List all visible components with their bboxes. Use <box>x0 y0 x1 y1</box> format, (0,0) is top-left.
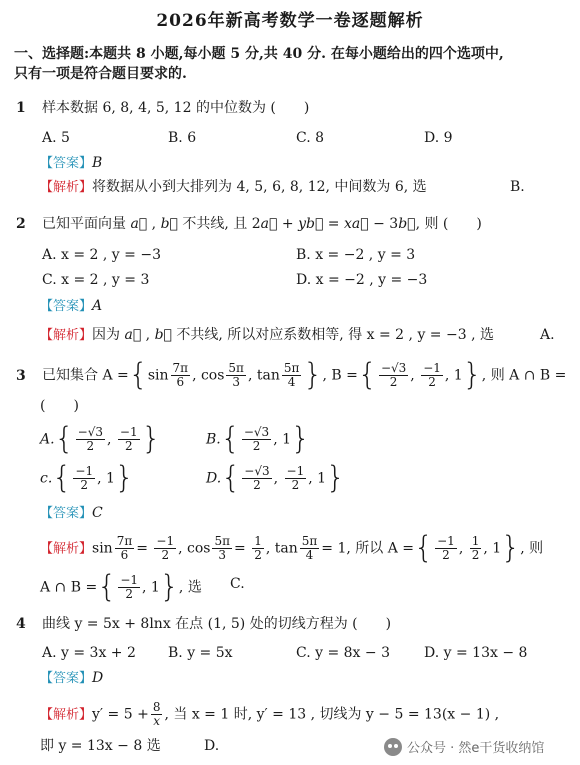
q1-answer <box>40 153 102 174</box>
q3-option-b: B.{ $\frac{-√3}{2}$ , 1} <box>206 421 311 457</box>
q1-analysis <box>40 177 427 198</box>
q2-option-c: C. x = 2 , y = 3 <box>42 272 150 288</box>
q2-answer-value: A <box>92 298 103 314</box>
q1-stem <box>16 98 309 118</box>
q2-vectors: a⃗ , b⃗ <box>130 216 178 232</box>
q2-stem-a: 已知平面向量 <box>42 216 131 232</box>
q3-answer-value: C <box>92 505 103 521</box>
q2-stem-b: 不共线, 且 <box>177 216 252 232</box>
q1-option-c: C. 8 <box>296 130 325 146</box>
q3-analysis-tail: , 所以 A = <box>346 540 415 557</box>
q3-analysis-choice: C. <box>230 576 245 592</box>
q4-stem-text: 曲线 y = 5x + 8lnx 在点 (1, 5) 处的切线方程为 ( ) <box>42 616 392 632</box>
q2-equation: 2a⃗ + yb⃗ = xa⃗ − 3b⃗ <box>251 216 416 232</box>
q4-option-d: D. y = 13x − 8 <box>424 645 528 661</box>
q3-analysis: 【解析】sin $\frac{7\pi}{6}$ = $\frac{-1}{2}$ , cos $\frac{5\pi}{3}$ = $\frac{1}{2}$ , tan $\frac{5\pi}{4}$ = 1, 所以 A ={ $\frac{-1}{2}$ , $\frac{1}{2}$ , 1}, 则 <box>40 530 544 566</box>
q4-answer <box>40 668 103 689</box>
q4-answer-value: D <box>92 670 104 686</box>
q4-answer-tag: 【答案】 <box>40 671 93 686</box>
q2-option-a: A. x = 2 , y = −3 <box>42 247 161 263</box>
q3-stem-paren: ( ) <box>40 398 79 414</box>
q4-stem <box>16 614 391 634</box>
q2-analysis-b: 不共线, 所以对应系数相等, 得 x = 2 , y = −3 , 选 <box>171 327 494 343</box>
q3-option-c: c.{ $\frac{-1}{2}$ , 1} <box>40 460 134 496</box>
q3-analysis-line2: A ∩ B ={ $\frac{-1}{2}$ , 1}, 选 <box>40 569 202 605</box>
q2-option-b: B. x = −2 , y = 3 <box>296 247 416 263</box>
q1-analysis-choice: B. <box>510 179 525 195</box>
q4-option-a: A. y = 3x + 2 <box>42 645 136 661</box>
q2-analysis <box>40 325 494 346</box>
watermark <box>384 737 544 756</box>
q2-number: 2 <box>16 216 26 232</box>
q3-stem-c: , 则 A ∩ B = <box>481 367 567 384</box>
q2-answer-tag: 【答案】 <box>40 299 93 314</box>
q3-stem: 3 已知集合 A ={sin $\frac{7\pi}{6}$ , cos $\frac{5\pi}{3}$ , tan $\frac{5\pi}{4}$ }, B ={ $\frac{-√3}{2}$ , $\frac{-1}{2}$ , 1}, 则 A ∩ B = <box>16 357 567 393</box>
q2-stem-c: , 则 ( ) <box>415 216 482 232</box>
q3-analysis-tag: 【解析】 <box>40 541 93 557</box>
q1-number: 1 <box>16 100 26 116</box>
q2-analysis-a: 因为 <box>92 327 125 343</box>
q1-analysis-text: 将数据从小到大排列为 4, 5, 6, 8, 12, 中间数为 6, 选 <box>92 179 427 195</box>
q4-analysis-a: y′ = 5 + <box>92 706 149 723</box>
q3-analysis-then: , 则 <box>520 540 544 557</box>
q3-stem-b: , B = <box>322 367 358 384</box>
section-intro-line2: 只有一项是符合题目要求的. <box>14 66 187 82</box>
q1-option-a: A. 5 <box>42 130 70 146</box>
watermark-text: 公众号 · 然e干货收纳馆 <box>407 741 545 756</box>
q3-stem-a: 已知集合 A = <box>42 367 129 384</box>
q2-analysis-tag: 【解析】 <box>40 328 93 343</box>
q2-analysis-choice: A. <box>540 327 555 343</box>
q4-option-c: C. y = 8x − 3 <box>296 645 390 661</box>
q2-option-d: D. x = −2 , y = −3 <box>296 272 428 288</box>
q4-number: 4 <box>16 616 26 632</box>
q2-stem <box>16 214 482 234</box>
wechat-icon <box>384 738 402 756</box>
q4-analysis-line2: 即 y = 13x − 8 选 <box>40 738 161 754</box>
q3-answer <box>40 503 103 524</box>
q4-option-b: B. y = 5x <box>168 645 233 661</box>
q1-option-b: B. 6 <box>168 130 197 146</box>
q2-answer <box>40 296 102 317</box>
q1-analysis-tag: 【解析】 <box>40 180 93 195</box>
page-title: 2026年新高考数学一卷逐题解析 <box>156 11 424 31</box>
q1-answer-tag: 【答案】 <box>40 156 93 171</box>
q4-analysis: 【解析】y′ = 5 + $\frac{8}{x}$ , 当 x = 1 时, y′ = 13 , 切线为 y − 5 = 13(x − 1) , <box>40 700 500 728</box>
q4-analysis-b: , 当 x = 1 时, y′ = 13 , 切线为 y − 5 = 13(x − 1) , <box>164 706 500 723</box>
q3-analysis-line2-b: , 选 <box>178 579 202 596</box>
q1-option-d: D. 9 <box>424 130 453 146</box>
q3-analysis-line2-a: A ∩ B = <box>40 579 98 596</box>
section-intro <box>14 44 570 84</box>
q1-answer-value: B <box>92 155 103 171</box>
q4-analysis-tag: 【解析】 <box>40 707 93 723</box>
q3-number: 3 <box>16 367 26 384</box>
section-intro-line1: 一、选择题:本题共 8 小题,每小题 5 分,共 40 分. 在每小题给出的四个选项中, <box>14 46 504 62</box>
q3-answer-tag: 【答案】 <box>40 506 93 521</box>
q3-option-d: D.{ $\frac{-√3}{2}$ , $\frac{-1}{2}$ , 1} <box>206 460 346 496</box>
q1-stem-text: 样本数据 6, 8, 4, 5, 12 的中位数为 ( ) <box>42 100 310 116</box>
q4-analysis-choice: D. <box>204 738 220 754</box>
q2-analysis-vectors: a⃗ , b⃗ <box>124 327 172 343</box>
q3-option-a: A.{ $\frac{-√3}{2}$ , $\frac{-1}{2}$ } <box>40 421 161 457</box>
